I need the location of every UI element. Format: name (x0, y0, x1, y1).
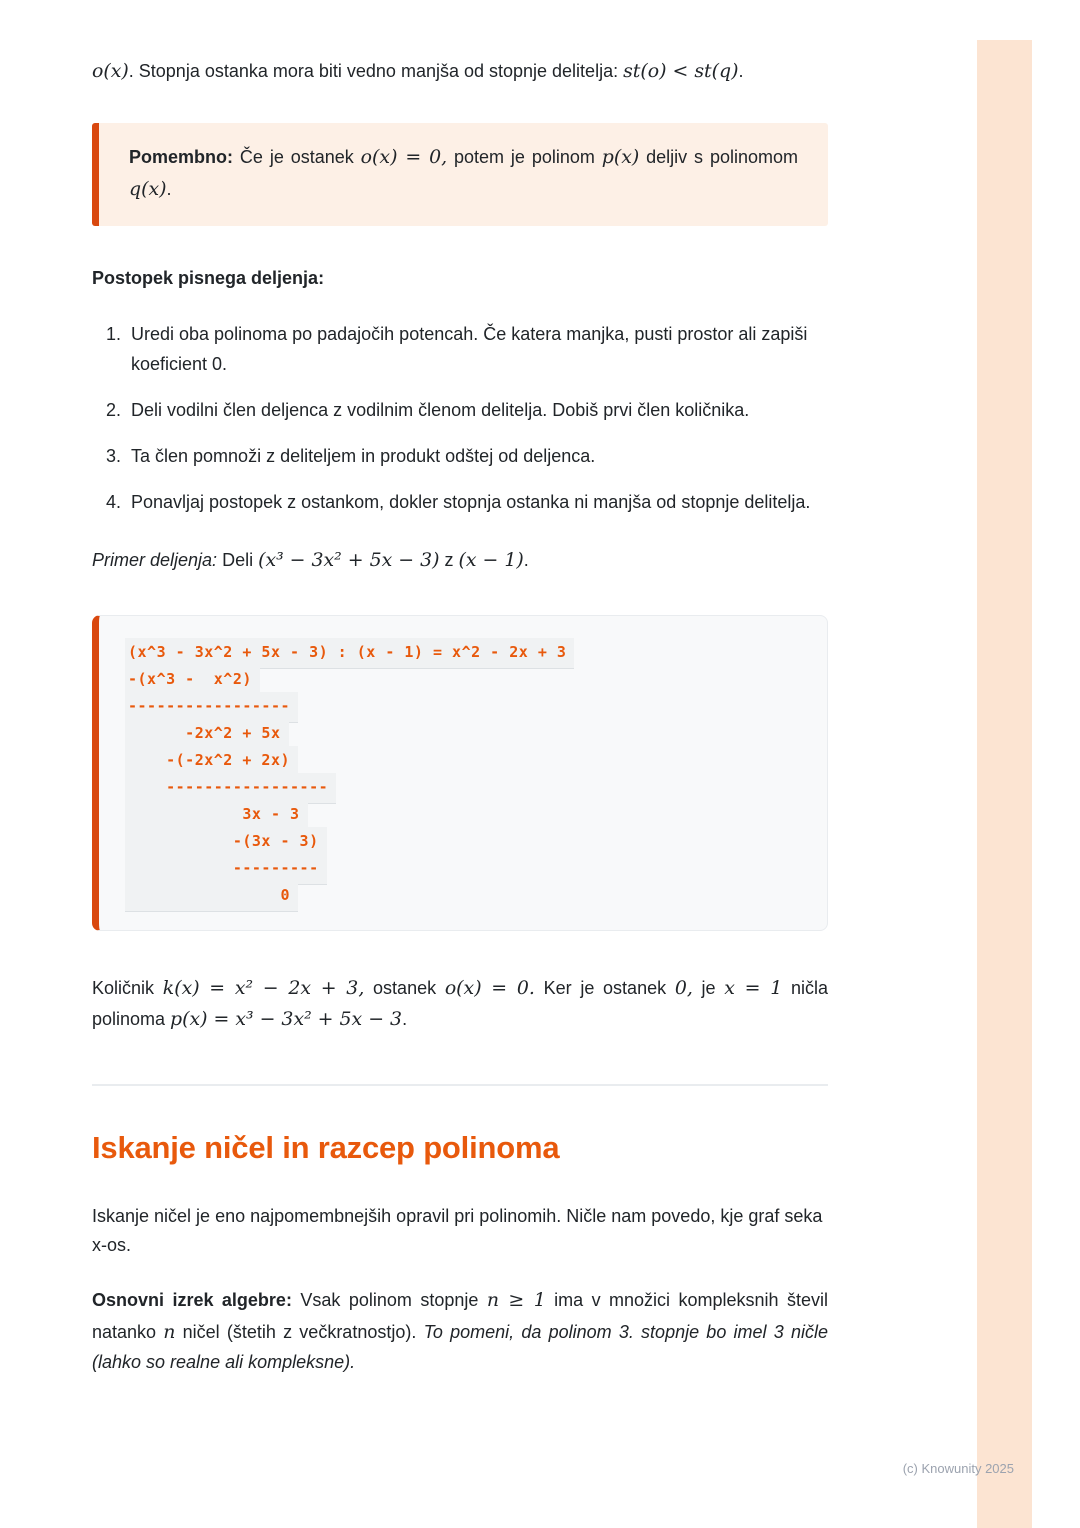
intro-math-2: st(o) < st(q) (623, 60, 739, 82)
result-paragraph (92, 973, 828, 1036)
callout-paragraph (129, 142, 798, 205)
code-line-text: --------- (125, 854, 327, 885)
code-line (125, 746, 801, 773)
example-text-2: z (439, 550, 459, 571)
result-math-2: o(x) = 0. (444, 976, 535, 999)
callout-text-4: . (166, 178, 172, 199)
result-text-1: Količnik (92, 977, 163, 998)
code-line-text: -(x^3 - x^2) (125, 665, 260, 696)
result-text-2: ostanek (364, 977, 445, 998)
important-callout (92, 123, 828, 226)
callout-title: Pomembno: (129, 147, 234, 168)
list-item: 4. Ponavljaj postopek z ostankom, dokler stopnja ostanka ni manjša od stopnje delitelja. (126, 488, 828, 518)
example-paragraph (92, 545, 828, 576)
theorem-italic-note: To pomeni, da polinom 3. stopnje bo imel 3 ničle (lahko so realne ali kompleksne). (92, 1321, 828, 1372)
document-content (92, 0, 828, 1378)
code-line (125, 692, 801, 719)
code-line (125, 827, 801, 854)
example-text-1: Deli (217, 550, 259, 571)
code-line-text: ----------------- (125, 692, 298, 723)
code-line (125, 638, 801, 665)
intro-text-2: . (738, 61, 744, 81)
code-line-text: 0 (125, 881, 298, 912)
steps-list (92, 320, 828, 517)
section-paragraph-2 (92, 1285, 828, 1378)
result-text-5: ničla polinoma (92, 977, 828, 1030)
intro-math-1: o(x) (92, 60, 129, 82)
footer-copyright: (c) Knowunity 2025 (902, 1461, 1014, 1476)
theorem-math-1: n ≥ 1 (486, 1289, 546, 1312)
section-paragraph-1: Iskanje ničel je eno najpomembnejših opravil pri polinomih. Ničle nam povedo, kje graf seka x-os. (92, 1205, 823, 1256)
callout-math-1: o(x) = 0, (360, 146, 448, 169)
example-text-3: . (523, 550, 529, 571)
section-divider (92, 1084, 828, 1086)
section-heading: Iskanje ničel in razcep polinoma (92, 1129, 560, 1165)
code-line (125, 665, 801, 692)
intro-paragraph (92, 56, 828, 87)
code-line-text: -2x^2 + 5x (125, 719, 289, 750)
code-line (125, 800, 801, 827)
callout-text-3: deljiv s polinomom (639, 147, 798, 168)
result-text-6: . (402, 1009, 408, 1030)
list-item: 2. Deli vodilni člen deljenca z vodilnim členom delitelja. Dobiš prvi člen količnika. (126, 396, 828, 426)
theorem-text-1: Vsak polinom stopnje (291, 1290, 487, 1311)
page-edge-stripe (977, 40, 1032, 1528)
list-item: 3. Ta člen pomnoži z deliteljem in produkt odštej od deljenca. (126, 442, 828, 472)
steps-heading: Postopek pisnega deljenja: (92, 268, 325, 289)
code-line (125, 881, 801, 908)
code-line-text: ----------------- (125, 773, 336, 804)
theorem-math-2: n (163, 1320, 176, 1343)
code-line (125, 773, 801, 800)
division-code-block (92, 615, 828, 931)
callout-math-2: p(x) (601, 146, 640, 169)
theorem-text-3: ničel (štetih z večkratnostjo). (175, 1321, 424, 1342)
result-math-5: p(x) = x³ − 3x² + 5x − 3 (170, 1008, 403, 1031)
theorem-text-2: ima v množici kompleksnih števil natanko (92, 1290, 828, 1342)
code-line (125, 719, 801, 746)
result-math-3: 0, (674, 976, 693, 999)
code-line-text: 3x - 3 (125, 800, 308, 831)
callout-math-3: q(x) (129, 177, 167, 200)
theorem-label: Osnovni izrek algebre: (92, 1290, 292, 1311)
code-line-text: (x^3 - 3x^2 + 5x - 3) : (x - 1) = x^2 - 2x + 3 (125, 638, 574, 669)
code-line-text: -(-2x^2 + 2x) (125, 746, 298, 777)
result-math-1: k(x) = x² − 2x + 3, (162, 976, 365, 999)
intro-text-1: . Stopnja ostanka mora biti vedno manjša od stopnje delitelja: (128, 61, 624, 81)
callout-text-2: potem je polinom (447, 147, 602, 168)
result-math-4: x = 1 (724, 976, 783, 999)
list-item: 1. Uredi oba polinoma po padajočih potencah. Če katera manjka, pusti prostor ali zapiši koeficient 0. (126, 320, 828, 380)
code-line-text: -(3x - 3) (125, 827, 327, 858)
result-text-4: je (692, 977, 725, 998)
example-math-1: (x³ − 3x² + 5x − 3) (258, 549, 440, 572)
example-math-2: (x − 1) (458, 549, 524, 572)
callout-text-1: Če je ostanek (233, 147, 361, 168)
example-label: Primer deljenja: (92, 550, 218, 571)
result-text-3: Ker je ostanek (534, 977, 675, 998)
code-line (125, 854, 801, 881)
